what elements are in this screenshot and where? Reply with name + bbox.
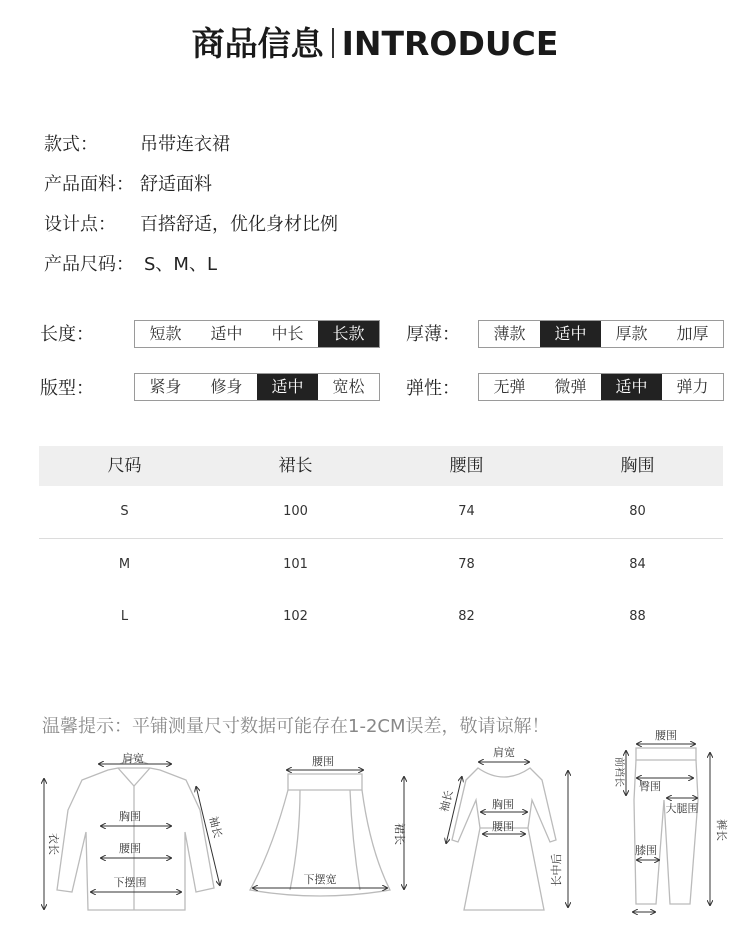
fit-selector xyxy=(134,373,380,401)
table-cell: 100 xyxy=(283,504,308,519)
header-cell: 胸围 xyxy=(620,456,655,476)
shirt-shoulder-label: 肩宽 xyxy=(122,752,144,765)
shirt-waist-label: 腰围 xyxy=(119,842,141,855)
info-row-fabric xyxy=(44,170,212,196)
pants-hip-label: 臀围 xyxy=(639,780,661,793)
info-value: 百搭舒适，优化身材比例 xyxy=(140,214,338,235)
fit-option[interactable]: 适中 xyxy=(257,374,318,400)
length-option[interactable]: 适中 xyxy=(210,324,243,343)
pants-waist-text: 腰围 xyxy=(655,729,677,742)
info-label: 款式： xyxy=(44,134,98,155)
pants-knee-label: 膝围 xyxy=(635,844,657,857)
skirt-hem-label: 下摆宽 xyxy=(303,873,337,886)
table-row xyxy=(39,486,723,538)
table-cell: 74 xyxy=(458,504,475,519)
table-row xyxy=(39,591,723,643)
fit-label: 版型： xyxy=(40,378,94,399)
header-title-en: INTRODUCE xyxy=(341,24,559,63)
dress-waist-label: 腰围 xyxy=(492,820,514,833)
header-separator xyxy=(332,28,334,58)
thickness-option[interactable]: 薄款 xyxy=(493,324,526,343)
skirt-arrows xyxy=(252,770,404,890)
table-cell: 80 xyxy=(629,504,646,519)
measurement-tip: 温馨提示：平铺测量尺寸数据可能存在1-2CM误差，敬请谅解！ xyxy=(42,716,550,737)
elasticity-label: 弹性： xyxy=(406,378,460,399)
dress-diagram xyxy=(452,768,556,910)
thickness-label: 厚薄： xyxy=(406,324,460,345)
table-cell: L xyxy=(120,609,129,624)
elasticity-option[interactable]: 适中 xyxy=(601,374,662,400)
table-cell: 78 xyxy=(458,557,475,572)
info-row-style xyxy=(44,130,230,156)
skirt-waist-label: 腰围 xyxy=(312,755,334,768)
info-label: 设计点： xyxy=(44,214,116,235)
info-value: 吊带连衣裙 xyxy=(140,134,230,155)
info-label: 产品尺码： xyxy=(44,254,134,275)
fit-option[interactable]: 修身 xyxy=(210,377,243,396)
shirt-hem-label: 下摆围 xyxy=(113,876,147,889)
length-option[interactable]: 短款 xyxy=(149,324,182,343)
elasticity-option[interactable]: 无弹 xyxy=(493,377,526,396)
info-row-sizes xyxy=(44,250,217,276)
table-cell: 102 xyxy=(283,609,308,624)
size-table-header xyxy=(39,446,723,486)
shirt-sleeve-label: 袖长 xyxy=(206,814,225,840)
table-cell: 88 xyxy=(629,609,646,624)
section-header xyxy=(0,18,750,65)
elasticity-selector xyxy=(478,373,724,401)
pants-thigh-label: 大腿围 xyxy=(665,802,699,815)
length-label: 长度： xyxy=(40,324,94,345)
thickness-option[interactable]: 适中 xyxy=(540,321,601,347)
header-cell: 尺码 xyxy=(107,456,142,476)
pants-length-label: 裤长 xyxy=(715,819,728,841)
elasticity-option[interactable]: 微弹 xyxy=(554,377,587,396)
length-selector xyxy=(134,320,380,348)
dress-sleeve-label: 袖长 xyxy=(437,788,456,814)
header-title-cn: 商品信息 xyxy=(191,24,324,63)
pants-diagram xyxy=(634,748,698,904)
table-cell: 84 xyxy=(629,557,646,572)
info-value: 舒适面料 xyxy=(140,174,212,195)
length-option[interactable]: 长款 xyxy=(318,321,379,347)
dress-center-length-label: 长中后 xyxy=(550,853,563,887)
thickness-selector xyxy=(478,320,724,348)
length-option[interactable]: 中长 xyxy=(271,324,304,343)
fit-option[interactable]: 宽松 xyxy=(332,377,365,396)
thickness-option[interactable]: 加厚 xyxy=(676,324,709,343)
fit-option[interactable]: 紧身 xyxy=(149,377,182,396)
table-cell: M xyxy=(118,557,131,572)
dress-shoulder-label: 肩宽 xyxy=(493,746,515,759)
measurement-diagrams xyxy=(0,740,750,925)
header-cell: 裙长 xyxy=(278,456,313,476)
info-row-design xyxy=(44,210,338,236)
elasticity-option[interactable]: 弹力 xyxy=(676,377,709,396)
shirt-length-label: 衣长 xyxy=(47,833,60,855)
table-cell: 82 xyxy=(458,609,475,624)
pants-arrows xyxy=(626,744,710,912)
skirt-length-label: 裙长 xyxy=(393,823,406,845)
shirt-chest-label: 胸围 xyxy=(119,810,141,823)
table-row xyxy=(39,539,723,591)
pants-front-rise-label: 前裆长 xyxy=(613,757,624,787)
header-cell: 腰围 xyxy=(449,456,484,476)
table-cell: S xyxy=(120,504,129,519)
size-table xyxy=(39,446,723,643)
info-label: 产品面料： xyxy=(44,174,134,195)
table-cell: 101 xyxy=(283,557,308,572)
dress-chest-label: 胸围 xyxy=(492,798,514,811)
thickness-option[interactable]: 厚款 xyxy=(615,324,648,343)
info-value: S、M、L xyxy=(144,254,217,275)
